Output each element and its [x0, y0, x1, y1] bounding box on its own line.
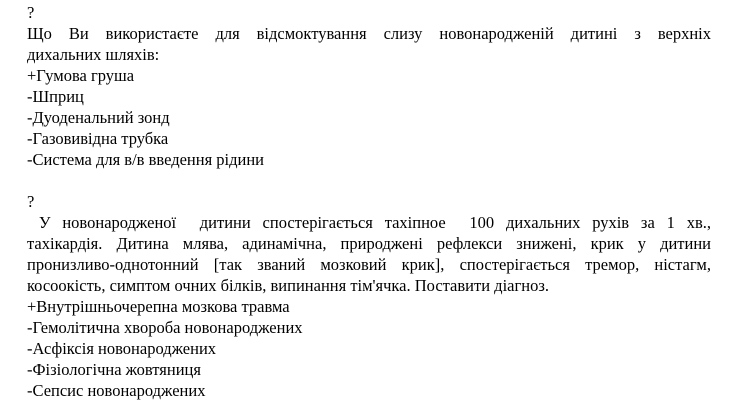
question-1	[27, 2, 711, 170]
question-text-line: косоокість, симптом очних білків, випинання тім'ячка. Поставити діагноз.	[27, 276, 549, 295]
answer-option: -Асфіксія новонароджених	[27, 339, 217, 358]
answer-option: -Гемолітична хвороба новонароджених	[27, 318, 303, 337]
blank-line	[27, 170, 711, 191]
answer-option-correct: +Внутрішньочерепна мозкова травма	[27, 297, 290, 316]
answer-option-correct: +Гумова груша	[27, 66, 135, 85]
answer-option: -Газовивідна трубка	[27, 129, 169, 148]
answer-option: -Сепсис новонароджених	[27, 381, 206, 400]
question-text-line: дихальних шляхів:	[27, 45, 160, 64]
answer-option: -Дуоденальний зонд	[27, 108, 170, 127]
question-2	[27, 191, 711, 401]
question-text-line: У новонародженої дитини спостерігається тахіпное 100 дихальних рухів за 1 хв.,	[27, 213, 711, 232]
answer-option: -Фізіологічна жовтяниця	[27, 360, 201, 379]
question-text-line: Що Ви використаєте для відсмоктування слизу новонародженій дитині з верхніх	[27, 24, 711, 43]
answer-option: -Система для в/в введення рідини	[27, 150, 265, 169]
question-marker: ?	[27, 3, 35, 22]
question-text-line: пронизливо-однотонний [так званий мозковий крик], спостерігається тремор, ністагм,	[27, 255, 711, 274]
question-marker: ?	[27, 192, 35, 211]
document-page	[27, 2, 711, 401]
question-text-line: тахікардія. Дитина млява, адинамічна, природжені рефлекси знижені, крик у дитини	[27, 234, 711, 253]
answer-option: -Шприц	[27, 87, 84, 106]
